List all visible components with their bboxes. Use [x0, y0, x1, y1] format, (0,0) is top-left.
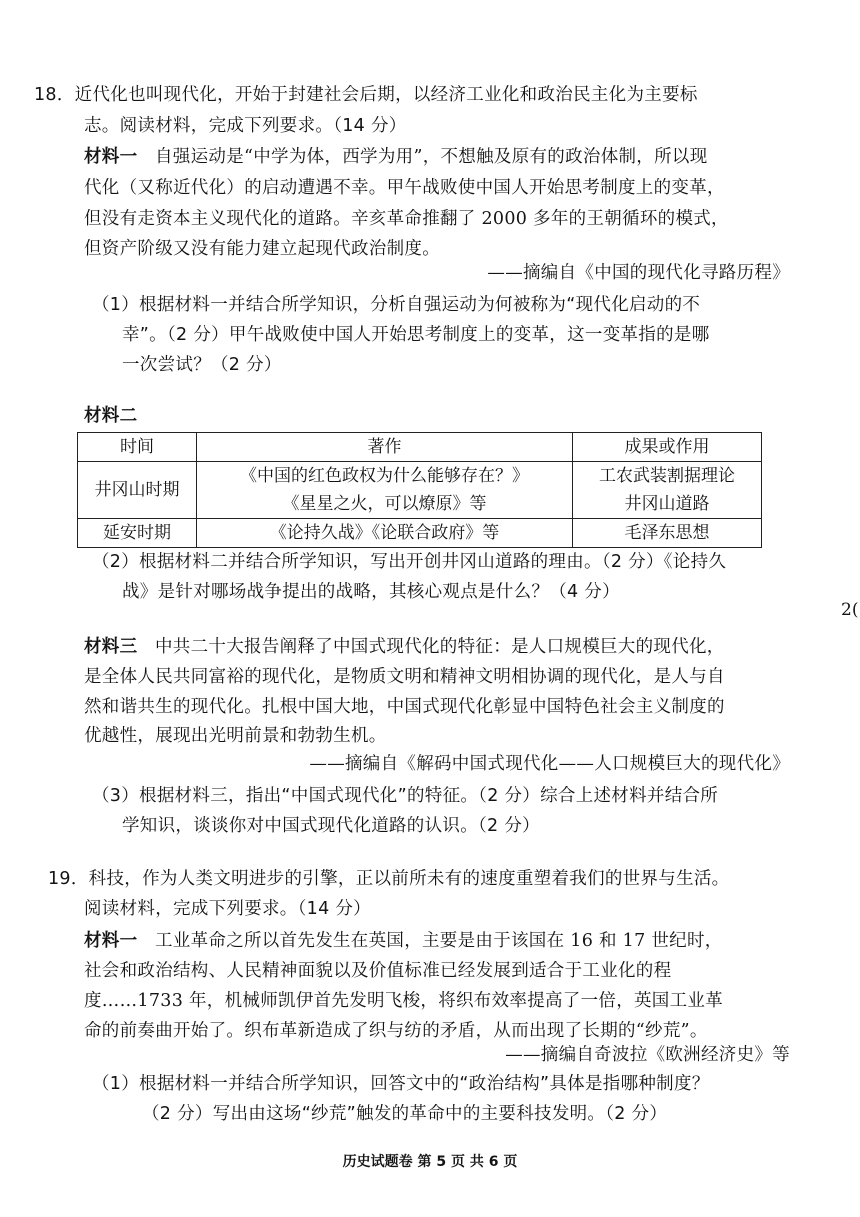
q19-stem-line1: 19．科技，作为人类文明进步的引擎，正以前所未有的速度重塑着我们的世界与生活。: [48, 869, 730, 889]
q19-material1-source: ——摘编自奇波拉《欧洲经济史》等: [505, 1045, 790, 1065]
q19-material1-line4: 命的前奏曲开始了。织布革新造成了织与纺的矛盾，从而出现了长期的“纱荒”。: [84, 1021, 708, 1041]
table-cell-period: 井冈山时期: [78, 462, 197, 519]
table-cell-result: 毛泽东思想: [573, 519, 762, 548]
table-row: [78, 519, 762, 548]
table-cell-works: [197, 462, 573, 519]
table-header-time: 时间: [78, 433, 197, 462]
q18-material3-text1: 中共二十大报告阐释了中国式现代化的特征：是人口规模巨大的现代化，: [155, 637, 725, 657]
q18-stem-line1: 18．近代化也叫现代化，开始于封建社会后期，以经济工业化和政治民主化为主要标: [34, 85, 698, 105]
table-cell-work-line: 《星星之火，可以燎原》等: [282, 494, 487, 514]
q18-sub1-line1: （1）根据材料一并结合所学知识，分析自强运动为何被称为“现代化启动的不: [92, 295, 701, 315]
table-header-row: [78, 433, 762, 462]
table-cell-work-line: 《中国的红色政权为什么能够存在？》: [240, 466, 529, 486]
q18-stem-line2: 志。阅读材料，完成下列要求。（14 分）: [84, 116, 407, 136]
table-header-result: 成果或作用: [573, 433, 762, 462]
q19-material1-line3: 度……1733 年，机械师凯伊首先发明飞梭，将织布效率提高了一倍，英国工业革: [84, 991, 723, 1011]
q19-sub1-line1: （1）根据材料一并结合所学知识，回答文中的“政治结构”具体是指哪种制度？: [92, 1074, 710, 1094]
table-cell-result: [573, 462, 762, 519]
q18-material1-source: ——摘编自《中国的现代化寻路历程》: [487, 263, 790, 283]
q18-sub2-line2: 战》是针对哪场战争提出的战略，其核心观点是什么？（4 分）: [122, 582, 620, 602]
table-row: [78, 462, 762, 519]
table-cell-result-line: 工农武装割据理论: [599, 466, 735, 486]
q19-material1-label: 材料一: [84, 931, 138, 951]
page-footer: 历史试题卷 第 5 页 共 6 页: [342, 1154, 518, 1170]
page-edge-text: 2(: [841, 600, 859, 620]
q19-material1-line2: 社会和政治结构、人民精神面貌以及价值标准已经发展到适合于工业化的程: [84, 961, 672, 981]
q18-material2-table: [77, 432, 762, 548]
table-cell-works: 《论持久战》《论联合政府》等: [197, 519, 573, 548]
q19-material1-text1: 工业革命之所以首先发生在英国，主要是由于该国在 16 和 17 世纪时，: [155, 931, 723, 951]
table-cell-result-line: 井冈山道路: [624, 494, 710, 514]
q18-material1-label: 材料一: [84, 147, 138, 167]
q18-material1-line4: 但资产阶级又没有能力建立起现代政治制度。: [84, 239, 440, 259]
q18-sub2-line1: （2）根据材料二并结合所学知识，写出开创井冈山道路的理由。（2 分）《论持久: [92, 552, 727, 572]
q18-material1-line3: 但没有走资本主义现代化的道路。辛亥革命推翻了 2000 多年的王朝循环的模式，: [84, 209, 729, 229]
table-cell-period: 延安时期: [78, 519, 197, 548]
q19-stem-line2: 阅读材料，完成下列要求。（14 分）: [84, 899, 371, 919]
q18-material2-label: 材料二: [84, 406, 138, 426]
table-header-works: 著作: [197, 433, 573, 462]
q18-material3-label: 材料三: [84, 637, 138, 657]
q18-material1-line2: 代化（又称近代化）的启动遭遇不幸。甲午战败使中国人开始思考制度上的变革，: [84, 178, 725, 198]
q18-sub3-line1: （3）根据材料三，指出“中国式现代化”的特征。（2 分）综合上述材料并结合所: [92, 786, 719, 806]
q18-sub1-line2: 幸”。（2 分）甲午战败使中国人开始思考制度上的变革，这一变革指的是哪: [122, 325, 710, 345]
q18-material3-source: ——摘编自《解码中国式现代化——人口规模巨大的现代化》: [309, 754, 790, 774]
q18-material1-text1: 自强运动是“中学为体，西学为用”，不想触及原有的政治体制，所以现: [155, 147, 708, 167]
q18-sub3-line2: 学知识，谈谈你对中国式现代化道路的认识。（2 分）: [122, 816, 540, 836]
q18-material3-line1: [84, 635, 725, 659]
q18-material3-line3: 然和谐共生的现代化。扎根中国大地，中国式现代化彰显中国特色社会主义制度的: [84, 697, 725, 717]
q19-sub1-line2: （2 分）写出由这场“纱荒”触发的革命中的主要科技发明。（2 分）: [142, 1104, 668, 1124]
q19-material1-line1: [84, 929, 723, 953]
q18-sub1-line3: 一次尝试？（2 分）: [122, 355, 282, 375]
q18-material1-line1: [84, 145, 708, 169]
q18-material3-line4: 优越性，展现出光明前景和勃勃生机。: [84, 726, 387, 746]
q18-material3-line2: 是全体人民共同富裕的现代化，是物质文明和精神文明相协调的现代化，是人与自: [84, 667, 725, 687]
